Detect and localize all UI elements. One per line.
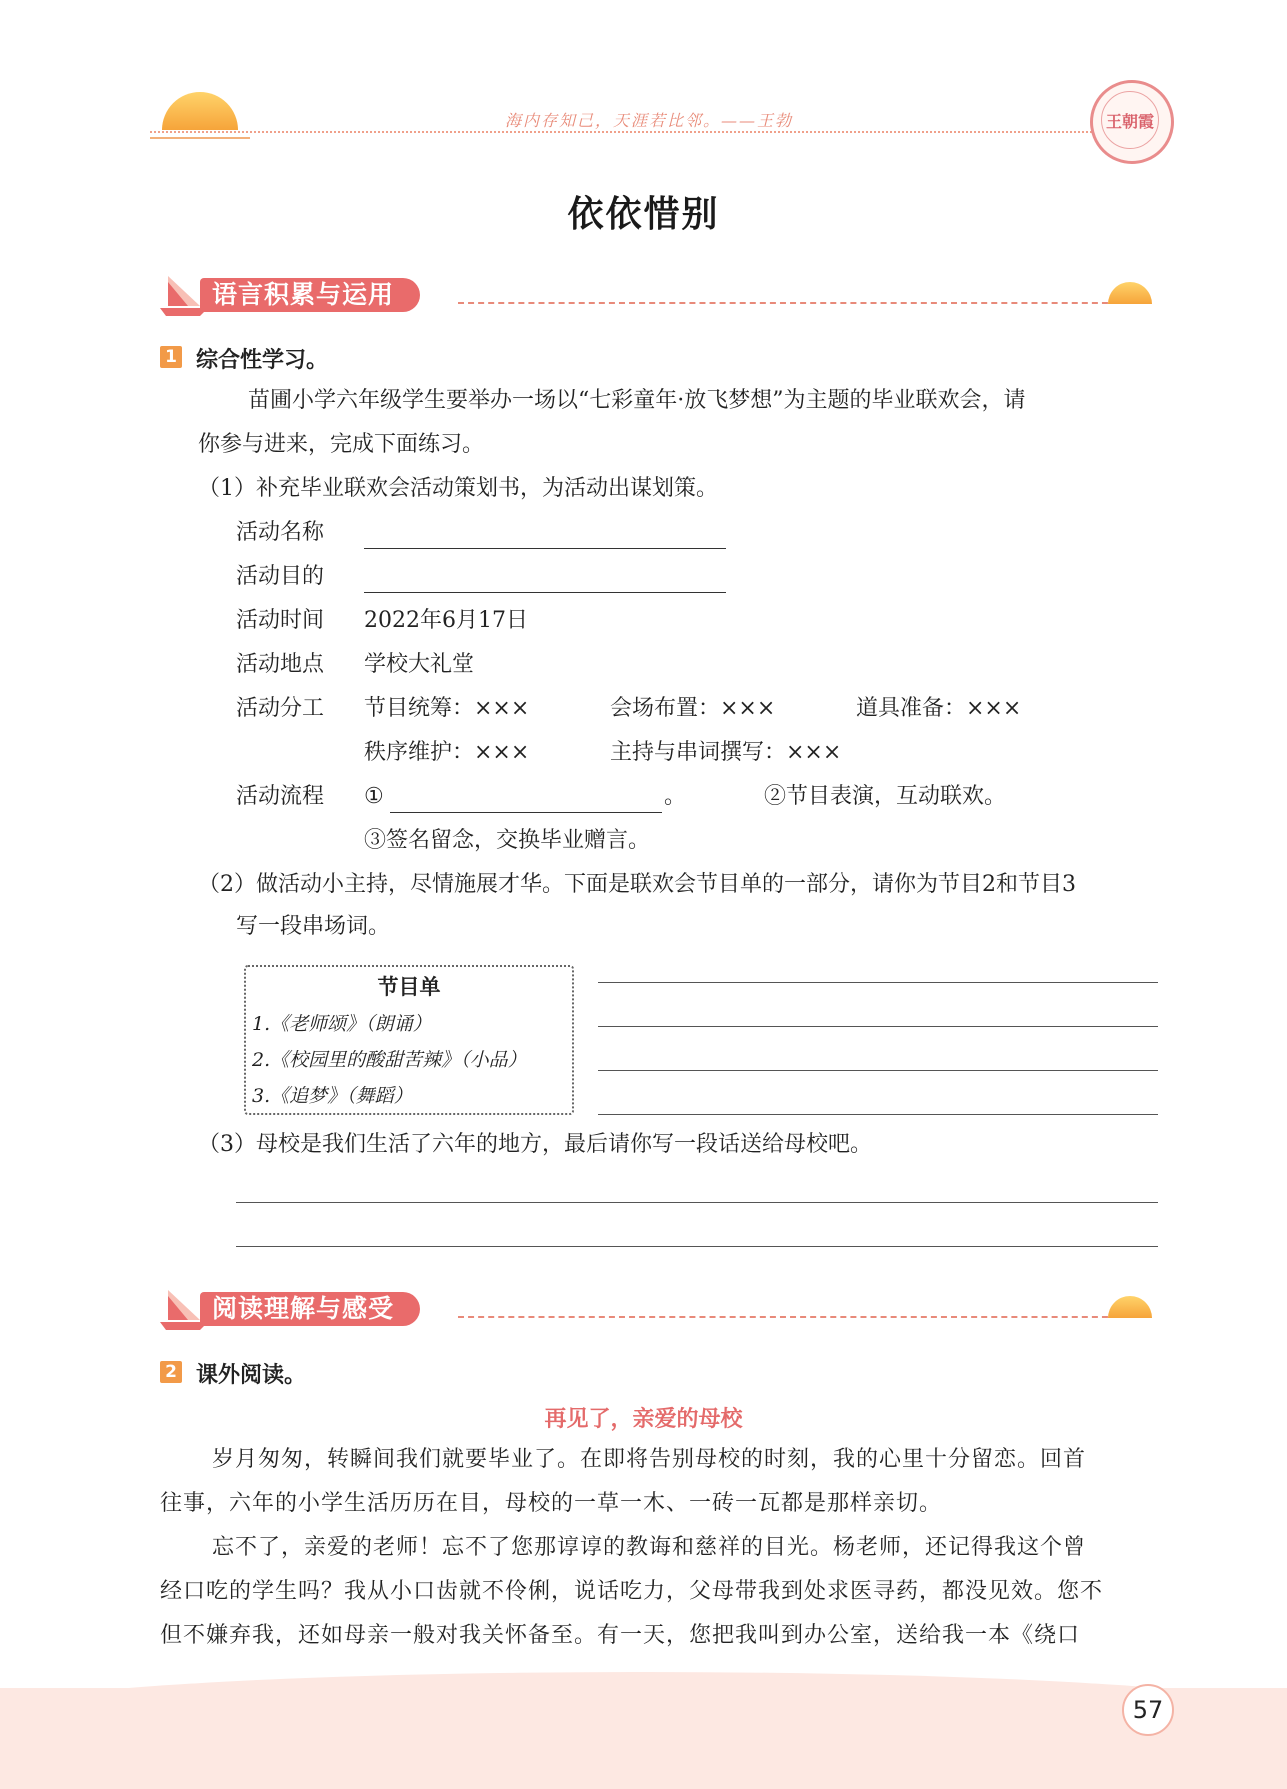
section-label: 语言积累与运用 <box>200 278 420 312</box>
answer-line[interactable] <box>598 1070 1158 1071</box>
flow-step-1-input[interactable] <box>390 782 662 813</box>
program-item: 2.《校园里的酸甜苦辣》（小品） <box>252 1049 527 1071</box>
division-item: 节目统筹：××× <box>364 696 530 721</box>
division-item: 主持与串词撰写：××× <box>610 740 842 765</box>
header-wave-line <box>150 137 250 139</box>
answer-line[interactable] <box>236 1246 1158 1247</box>
plan-flow-label: 活动流程 <box>236 784 325 809</box>
flow-step-2: ②节目表演，互动联欢。 <box>764 784 1007 809</box>
part-2-prompt-line-1: （2）做活动小主持，尽情施展才华。下面是联欢会节目单的一部分，请你为节目2和节目3 <box>198 872 1076 897</box>
question-title: 课外阅读。 <box>196 1363 307 1388</box>
plan-place-value: 学校大礼堂 <box>364 652 475 677</box>
answer-line[interactable] <box>598 1026 1158 1027</box>
flow-step-1-period: 。 <box>664 784 687 809</box>
part-3-prompt: （3）母校是我们生活了六年的地方，最后请你写一段话送给母校吧。 <box>198 1132 872 1157</box>
section-label: 阅读理解与感受 <box>200 1292 420 1326</box>
intro-line-1: 苗圃小学六年级学生要举办一场以“七彩童年·放飞梦想”为主题的毕业联欢会，请 <box>248 388 1026 413</box>
reading-line: 经口吃的学生吗？我从小口齿就不伶俐，说话吃力，父母带我到处求医寻药，都没见效。您不 <box>160 1579 1104 1604</box>
plan-name-label: 活动名称 <box>236 520 325 545</box>
plan-time-label: 活动时间 <box>236 608 325 633</box>
plan-time-value: 2022年6月17日 <box>364 608 528 633</box>
reading-title: 再见了，亲爱的母校 <box>544 1407 743 1432</box>
sun-icon <box>1108 282 1152 304</box>
division-item: 道具准备：××× <box>856 696 1022 721</box>
answer-line[interactable] <box>598 1114 1158 1115</box>
reading-line: 岁月匆匆，转瞬间我们就要毕业了。在即将告别母校的时刻，我的心里十分留恋。回首 <box>212 1447 1087 1472</box>
reading-line: 但不嫌弃我，还如母亲一般对我关怀备至。有一天，您把我叫到办公室，送给我一本《绕口 <box>160 1623 1081 1648</box>
section-divider <box>458 1316 1118 1318</box>
publisher-seal-logo <box>1090 80 1174 164</box>
program-item: 3.《追梦》（舞蹈） <box>252 1085 413 1107</box>
section-header-language <box>158 272 1158 318</box>
plan-name-input[interactable] <box>364 518 726 549</box>
footer-band <box>0 1688 1287 1789</box>
sunset-icon <box>162 92 238 130</box>
section-header-reading <box>158 1286 1158 1332</box>
header-quote: 海内存知己，天涯若比邻。——王勃 <box>505 111 794 130</box>
sun-icon <box>1108 1296 1152 1318</box>
flow-step-3: ③签名留念，交换毕业赠言。 <box>364 828 651 853</box>
page-number: 57 <box>1122 1684 1174 1736</box>
reading-line: 往事，六年的小学生活历历在目，母校的一草一木、一砖一瓦都是那样亲切。 <box>160 1491 943 1516</box>
program-list-title: 节目单 <box>377 975 441 999</box>
division-item: 会场布置：××× <box>610 696 776 721</box>
plan-purpose-label: 活动目的 <box>236 564 325 589</box>
lesson-title: 依依惜别 <box>567 194 720 235</box>
question-number-badge: 2 <box>160 1361 182 1383</box>
part-2-prompt-line-2: 写一段串场词。 <box>236 914 391 939</box>
header-rule <box>150 131 1100 133</box>
plan-purpose-input[interactable] <box>364 562 726 593</box>
division-item: 秩序维护：××× <box>364 740 530 765</box>
plan-division-label: 活动分工 <box>236 696 325 721</box>
seal-text: 王朝霞 <box>1101 91 1159 149</box>
intro-line-2: 你参与进来，完成下面练习。 <box>198 432 485 457</box>
program-list-box <box>244 965 574 1115</box>
reading-line: 忘不了，亲爱的老师！忘不了您那谆谆的教诲和慈祥的目光。杨老师，还记得我这个曾 <box>212 1535 1087 1560</box>
question-title: 综合性学习。 <box>196 348 329 373</box>
program-item: 1.《老师颂》（朗诵） <box>252 1013 432 1035</box>
answer-line[interactable] <box>236 1202 1158 1203</box>
plan-place-label: 活动地点 <box>236 652 325 677</box>
flow-step-1-number: ① <box>364 784 384 809</box>
part-1-prompt: （1）补充毕业联欢会活动策划书，为活动出谋划策。 <box>198 476 718 501</box>
question-number-badge: 1 <box>160 346 182 368</box>
section-divider <box>458 302 1118 304</box>
answer-line[interactable] <box>598 982 1158 983</box>
